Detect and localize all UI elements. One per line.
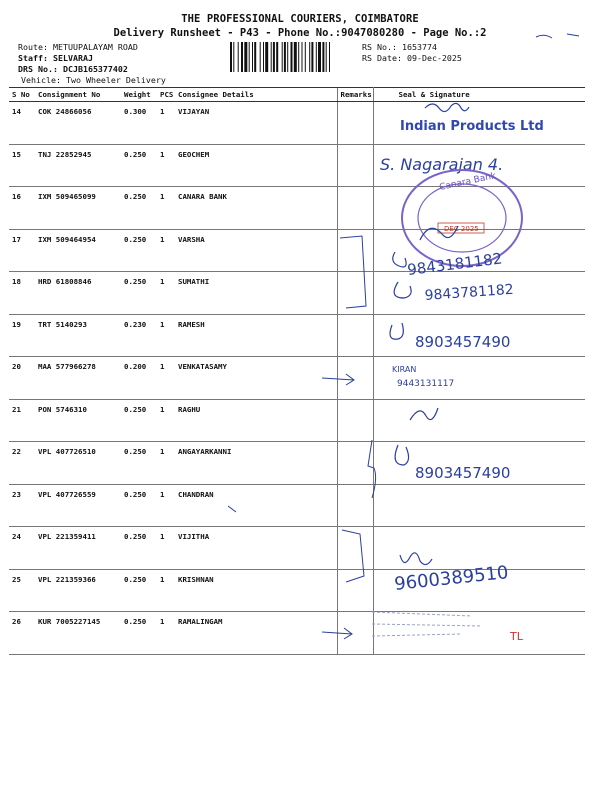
consignee-cell: VARSHA	[175, 229, 337, 272]
barcode-bar	[241, 42, 243, 72]
sno-cell: 14	[9, 102, 35, 145]
signature-cell	[373, 102, 585, 145]
barcode	[230, 42, 358, 72]
drs-label: DRS No.:	[18, 64, 58, 74]
phone-22: 8903457490	[415, 464, 511, 482]
consignee-cell: GEOCHEM	[175, 144, 337, 187]
rs-no-value: 1653774	[401, 42, 437, 52]
weight-cell: 0.230	[121, 314, 157, 357]
consignee-cell: KRISHNAN	[175, 569, 337, 612]
consignee-cell: SUMATHI	[175, 272, 337, 315]
table-row	[9, 144, 585, 187]
bank-stamp-name: Canara Bank	[438, 171, 498, 193]
phone-19: 8903457490	[415, 333, 511, 351]
consignee-cell: RAMESH	[175, 314, 337, 357]
vehicle-line	[21, 75, 166, 85]
weight-cell: 0.250	[121, 569, 157, 612]
remarks-cell	[337, 527, 373, 570]
table-row	[9, 314, 585, 357]
signature-cell	[373, 272, 585, 315]
sno-cell: 24	[9, 527, 35, 570]
barcode-bar	[233, 42, 234, 72]
remarks-cell	[337, 314, 373, 357]
signature-cell	[373, 314, 585, 357]
rs-no-label: RS No.:	[362, 42, 397, 52]
barcode-bar	[271, 42, 272, 72]
consignment-cell: KUR 7005227145	[35, 612, 121, 655]
col-weight: Weight	[121, 88, 157, 102]
col-consignee: Consignee Details	[175, 88, 337, 102]
barcode-bar	[263, 42, 264, 72]
col-pcs: PCS	[157, 88, 175, 102]
barcode-bar	[284, 42, 286, 72]
barcode-bar	[244, 42, 247, 72]
drs-line	[18, 64, 128, 74]
phone-18: 9843781182	[424, 281, 515, 304]
sno-cell: 19	[9, 314, 35, 357]
pcs-cell: 1	[157, 527, 175, 570]
signature-cell	[373, 527, 585, 570]
col-seal-signature: Seal & Signature	[373, 88, 585, 102]
remarks-cell	[337, 484, 373, 527]
rs-date-value: 09-Dec-2025	[406, 53, 462, 63]
barcode-bar	[302, 42, 303, 72]
table-row	[9, 612, 585, 655]
sno-cell: 21	[9, 399, 35, 442]
weight-cell: 0.250	[121, 399, 157, 442]
remarks-cell	[337, 144, 373, 187]
table-row	[9, 357, 585, 400]
barcode-bar	[252, 42, 253, 72]
weight-cell: 0.200	[121, 357, 157, 400]
weight-cell: 0.300	[121, 102, 157, 145]
sno-cell: 25	[9, 569, 35, 612]
consignee-cell: VENKATASAMY	[175, 357, 337, 400]
barcode-bar	[316, 42, 317, 72]
runsheet-title: THE PROFESSIONAL COURIERS, COIMBATORE	[181, 13, 419, 25]
signature-cell	[373, 229, 585, 272]
table-row	[9, 102, 585, 145]
table-row	[9, 229, 585, 272]
pcs-cell: 1	[157, 399, 175, 442]
rs-no-line	[362, 42, 437, 52]
table-row	[9, 527, 585, 570]
barcode-bar	[265, 42, 268, 72]
consignee-cell: VIJITHA	[175, 527, 337, 570]
pcs-cell: 1	[157, 144, 175, 187]
route-value: METUUPALAYAM ROAD	[52, 42, 138, 52]
rs-date-label: RS Date:	[362, 53, 402, 63]
table-row	[9, 187, 585, 230]
staff-label: Staff:	[18, 53, 48, 63]
sno-cell: 16	[9, 187, 35, 230]
weight-cell: 0.250	[121, 442, 157, 485]
consignee-cell: ANGAYARKANNI	[175, 442, 337, 485]
weight-cell: 0.250	[121, 187, 157, 230]
sno-cell: 22	[9, 442, 35, 485]
col-remarks: Remarks	[337, 88, 373, 102]
consignee-cell: CANARA BANK	[175, 187, 337, 230]
barcode-bar	[291, 42, 293, 72]
bank-stamp-date: DEC 2025	[444, 225, 479, 233]
table-header-row	[9, 88, 585, 102]
signature-cell	[373, 442, 585, 485]
weight-cell: 0.250	[121, 484, 157, 527]
barcode-bar	[273, 42, 275, 72]
remarks-cell	[337, 272, 373, 315]
consignee-cell: CHANDRAN	[175, 484, 337, 527]
pcs-cell: 1	[157, 187, 175, 230]
sno-cell: 18	[9, 272, 35, 315]
weight-cell: 0.250	[121, 612, 157, 655]
pcs-cell: 1	[157, 314, 175, 357]
sno-cell: 15	[9, 144, 35, 187]
vehicle-label: Vehicle:	[21, 75, 61, 85]
barcode-bar	[260, 42, 261, 72]
rs-date-line	[362, 53, 462, 63]
name-20: KIRAN	[392, 365, 417, 374]
weight-cell: 0.250	[121, 144, 157, 187]
barcode-bar	[309, 42, 310, 72]
consignment-cell: HRD 61808846	[35, 272, 121, 315]
staff-line	[18, 53, 93, 63]
remarks-cell	[337, 612, 373, 655]
pcs-cell: 1	[157, 357, 175, 400]
signature-cell	[373, 484, 585, 527]
consignment-cell: VPL 221359411	[35, 527, 121, 570]
sno-cell: 17	[9, 229, 35, 272]
runsheet-subtitle: Delivery Runsheet - P43 - Phone No.:9047080280 - Page No.:2	[113, 27, 487, 39]
pcs-cell: 1	[157, 569, 175, 612]
remarks-cell	[337, 442, 373, 485]
col-consignment: Consignment No	[35, 88, 121, 102]
barcode-bar	[322, 42, 324, 72]
barcode-bar	[238, 42, 239, 72]
barcode-bar	[287, 42, 288, 72]
table-row	[9, 442, 585, 485]
remarks-cell	[337, 102, 373, 145]
pcs-cell: 1	[157, 612, 175, 655]
barcode-bar	[329, 42, 330, 72]
remarks-cell	[337, 187, 373, 230]
consignment-cell: VPL 221359366	[35, 569, 121, 612]
consignment-cell: VPL 407726559	[35, 484, 121, 527]
signature-cell	[373, 144, 585, 187]
barcode-bar	[249, 42, 250, 72]
consignment-cell: VPL 407726510	[35, 442, 121, 485]
signature-cell	[373, 187, 585, 230]
table-row	[9, 272, 585, 315]
pcs-cell: 1	[157, 229, 175, 272]
consignment-cell: MAA 577966278	[35, 357, 121, 400]
runsheet-table	[9, 87, 585, 655]
consignment-cell: PON 5746310	[35, 399, 121, 442]
pcs-cell: 1	[157, 102, 175, 145]
remarks-cell	[337, 229, 373, 272]
barcode-bar	[254, 42, 256, 72]
weight-cell: 0.250	[121, 272, 157, 315]
consignee-cell: RAMALINGAM	[175, 612, 337, 655]
weight-cell: 0.250	[121, 229, 157, 272]
phone-17: 9843181182	[406, 249, 504, 279]
vehicle-value: Two Wheeler Delivery	[65, 75, 166, 85]
col-sno: S No	[9, 88, 35, 102]
barcode-bar	[282, 42, 283, 72]
consignment-cell: TRT 5140293	[35, 314, 121, 357]
remarks-cell	[337, 569, 373, 612]
sno-cell: 26	[9, 612, 35, 655]
phone-20: 9443131117	[397, 379, 455, 389]
barcode-bar	[326, 42, 327, 72]
table-row	[9, 399, 585, 442]
consignee-cell: VIJAYAN	[175, 102, 337, 145]
consignment-cell: COK 24866056	[35, 102, 121, 145]
barcode-bar	[318, 42, 321, 72]
pcs-cell: 1	[157, 484, 175, 527]
signature-cell	[373, 357, 585, 400]
mark-26: TL	[510, 630, 523, 643]
pcs-cell: 1	[157, 442, 175, 485]
remarks-cell	[337, 399, 373, 442]
signature-cell	[373, 612, 585, 655]
consignment-cell: IXM 509465099	[35, 187, 121, 230]
signature-15: S. Nagarajan 4.	[380, 155, 504, 174]
staff-value: SELVARAJ	[52, 53, 93, 63]
route-label: Route:	[18, 42, 48, 52]
sno-cell: 20	[9, 357, 35, 400]
pcs-cell: 1	[157, 272, 175, 315]
phone-25: 9600389510	[393, 562, 510, 595]
drs-value: DCJB165377402	[62, 64, 128, 74]
weight-cell: 0.250	[121, 527, 157, 570]
sno-cell: 23	[9, 484, 35, 527]
consignment-cell: TNJ 22852945	[35, 144, 121, 187]
table-row	[9, 484, 585, 527]
barcode-bar	[276, 42, 278, 72]
signature-cell	[373, 569, 585, 612]
signature-cell	[373, 399, 585, 442]
barcode-bar	[305, 42, 306, 72]
table-row	[9, 569, 585, 612]
barcode-bar	[311, 42, 313, 72]
barcode-bar	[230, 42, 232, 72]
consignment-cell: IXM 509464954	[35, 229, 121, 272]
company-stamp: Indian Products Ltd	[400, 119, 544, 134]
route-line	[18, 42, 138, 52]
barcode-bar	[294, 42, 297, 72]
remarks-cell	[337, 357, 373, 400]
consignee-cell: RAGHU	[175, 399, 337, 442]
barcode-bar	[298, 42, 299, 72]
